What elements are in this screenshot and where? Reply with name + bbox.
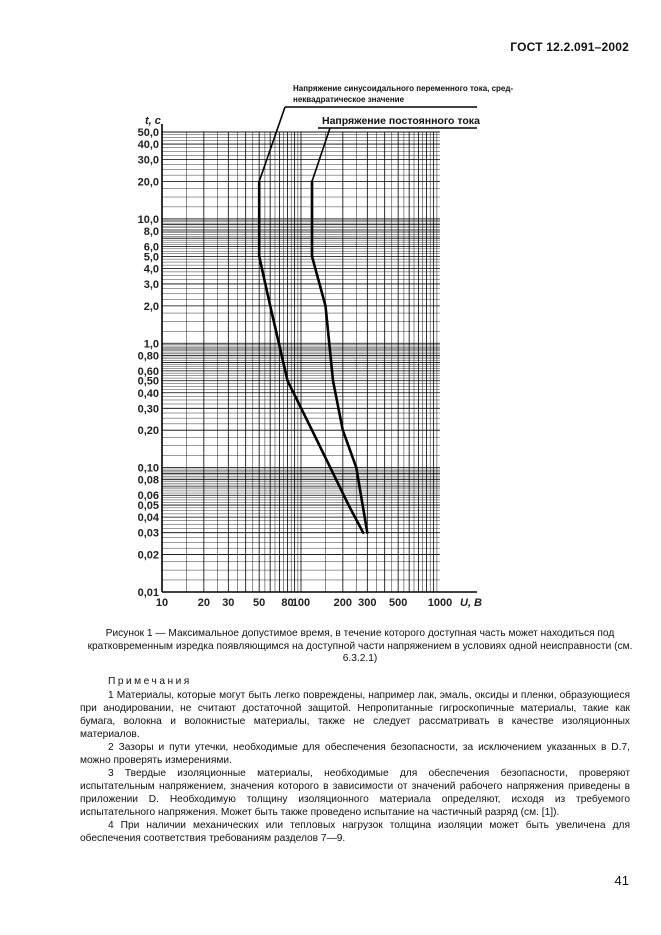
series-label-dc: Напряжение постоянного тока [322,115,480,127]
y-tick-label: 2,0 [143,300,159,313]
y-tick-label: 0,01 [137,587,159,599]
note-item-1: 1 Материалы, которые могут быть легко повреждены, например лак, эмаль, оксиды и пленки, образующиеся при анодировании, не считают достаточной защитой. Непропитанные гигроскопичные материалы, такие как бумага, волокна и волокнистые материалы, также не следует рассматривать в качестве изоляционных материалов. [80,690,630,740]
x-tick-label: 50 [253,597,266,609]
y-tick-label: 10,0 [137,213,159,226]
note-item-4: 4 При наличии механических или тепловых нагрузок толщина изоляции может быть увеличена для обеспечения соответствия требованиям разделов 7—9. [80,820,630,844]
document-code: ГОСТ 12.2.091–2002 [510,40,629,54]
x-tick-label: 80 [281,597,294,609]
y-tick-label: 20,0 [137,176,159,189]
y-tick-label: 0,50 [137,375,159,388]
y-tick-label: 0,08 [137,474,159,487]
notes-title: Примечания [108,676,192,687]
y-tick-label: 0,20 [137,425,159,438]
figure-caption: Рисунок 1 — Максимальное допустимое время, в течение которого доступная часть может находиться под кратковременным изредка появляющимся на доступной части напряжением в условиях одной неисправности (см. 6.3.2.1) [87,628,633,664]
y-tick-label: 50,0 [137,127,159,139]
chart-series-labels [259,84,513,182]
y-tick-label: 5,0 [143,251,159,264]
x-tick-label: 10 [155,597,169,609]
y-tick-label: 0,10 [137,462,159,475]
series-label-ac-line1: Напряжение синусоидального переменного тока, сред- [293,84,514,93]
y-tick-label: 0,40 [137,387,159,400]
y-tick-label: 8,0 [143,225,159,238]
y-tick-label: 4,0 [143,263,159,276]
y-tick-label: 1,0 [143,338,159,351]
page-number: 41 [614,873,629,888]
x-tick-label: 500 [388,597,408,609]
notes-section [80,675,630,845]
y-tick-label: 30,0 [137,154,159,167]
x-tick-label: 20 [197,597,210,609]
x-tick-label: 1000 [427,597,453,609]
note-item-3: 3 Твердые изоляционные материалы, необходимые для обеспечения безопасности, проверяют испытательным напряжением, значения которого в зависимости от значений рабочего напряжения приведены в приложении D. Необходимую толщину изоляционного материала определяют, исходя из требуемого испытательного напряжения. Может быть также проведено испытание на частичный разряд (см. [1]). [80,768,630,818]
y-tick-label: 0,60 [137,365,159,378]
y-tick-label: 0,04 [137,512,159,525]
series-label-ac-line2: неквадратическое значение [293,95,405,104]
x-tick-label: 200 [333,597,353,609]
note-item-2: 2 Зазоры и пути утечки, необходимые для обеспечения безопасности, за исключением указанных в D.7, можно проверять измерениями. [80,742,630,766]
y-tick-label: 0,03 [137,527,159,540]
y-tick-label: 6,0 [143,241,159,254]
y-axis-label: t, с [145,115,161,127]
chart-axes [162,124,477,592]
series-leader-dc [312,128,330,182]
x-axis-label: U, В [460,597,482,609]
y-tick-label: 0,80 [137,350,159,363]
y-tick-label: 0,05 [137,500,159,513]
x-tick-label: 100 [291,597,311,609]
x-tick-label: 30 [222,597,235,609]
y-tick-label: 40,0 [137,139,159,152]
y-tick-label: 0,06 [137,490,159,503]
y-tick-label: 3,0 [143,278,159,291]
y-tick-label: 0,02 [137,549,159,562]
y-tick-label: 0,30 [137,403,159,416]
chart-grid [162,132,440,592]
x-tick-label: 300 [358,597,377,609]
